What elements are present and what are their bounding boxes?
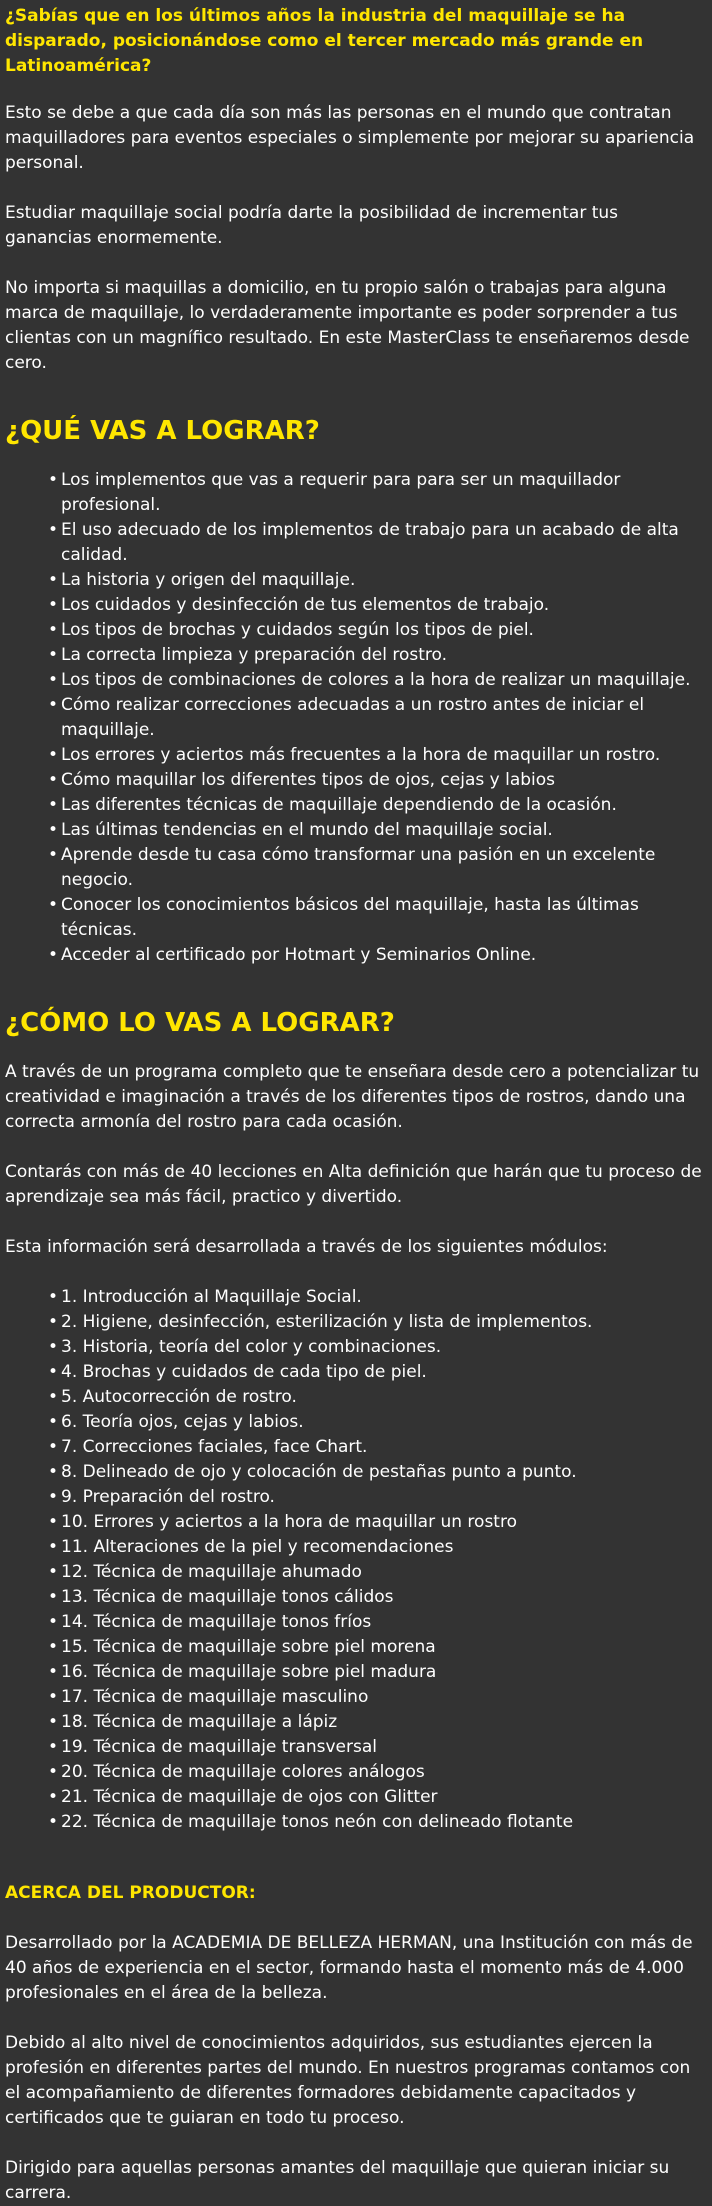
list-item: • 17. Técnica de maquillaje masculino — [45, 1685, 706, 1710]
list-item: • Conocer los conocimientos básicos del maquillaje, hasta las últimas técnicas. — [45, 893, 706, 943]
intro-paragraph-1: Esto se debe a que cada día son más las personas en el mundo que contratan maquilladores para eventos especiales o simplemente por mejorar su apariencia personal. — [5, 103, 695, 173]
list-item: • 15. Técnica de maquillaje sobre piel morena — [45, 1635, 706, 1660]
how-heading: ¿CÓMO LO VAS A LOGRAR? — [5, 1008, 395, 1038]
list-item: • 22. Técnica de maquillaje tonos neón con delineado flotante — [45, 1810, 706, 1835]
list-item: • 4. Brochas y cuidados de cada tipo de piel. — [45, 1360, 706, 1385]
list-item: • 6. Teoría ojos, cejas y labios. — [45, 1410, 706, 1435]
list-item: • Los cuidados y desinfección de tus elementos de trabajo. — [45, 593, 706, 618]
producer-paragraph-1: Desarrollado por la ACADEMIA DE BELLEZA HERMAN, una Institución con más de 40 años de experiencia en el sector, formando hasta el momento más de 4.000 profesionales en el área de la belleza. — [5, 1933, 693, 2003]
list-item: • 2. Higiene, desinfección, esterilización y lista de implementos. — [45, 1310, 706, 1335]
list-item: • Los tipos de brochas y cuidados según los tipos de piel. — [45, 618, 706, 643]
list-item: • Aprende desde tu casa cómo transformar una pasión en un excelente negocio. — [45, 843, 706, 893]
intro-paragraph-2: Estudiar maquillaje social podría darte la posibilidad de incrementar tus ganancias enormemente. — [5, 203, 619, 248]
list-item: • 18. Técnica de maquillaje a lápiz — [45, 1710, 706, 1735]
list-item: • Cómo maquillar los diferentes tipos de ojos, cejas y labios — [45, 768, 706, 793]
list-item: • 10. Errores y aciertos a la hora de maquillar un rostro — [45, 1510, 706, 1535]
list-item: • Los tipos de combinaciones de colores a la hora de realizar un maquillaje. — [45, 668, 706, 693]
modules-intro: Esta información será desarrollada a través de los siguientes módulos: — [5, 1237, 608, 1257]
modules-list — [5, 1285, 706, 1835]
list-item: • Acceder al certificado por Hotmart y Seminarios Online. — [45, 943, 706, 968]
producer-paragraph-2: Debido al alto nivel de conocimientos adquiridos, sus estudiantes ejercen la profesión en diferentes partes del mundo. En nuestros programas contamos con el acompañamiento de diferentes formadores debidamente capacitados y certificados que te guiaran en todo tu proceso. — [5, 2033, 691, 2128]
list-item: • Cómo realizar correcciones adecuadas a un rostro antes de iniciar el maquillaje. — [45, 693, 706, 743]
producer-paragraph-3: Dirigido para aquellas personas amantes del maquillaje que quieran iniciar su carrera. — [5, 2158, 670, 2203]
list-item: • 14. Técnica de maquillaje tonos fríos — [45, 1610, 706, 1635]
list-item: • 11. Alteraciones de la piel y recomendaciones — [45, 1535, 706, 1560]
list-item: • 3. Historia, teoría del color y combinaciones. — [45, 1335, 706, 1360]
how-paragraph-2: Contarás con más de 40 lecciones en Alta definición que harán que tu proceso de aprendizaje sea más fácil, practico y divertido. — [5, 1162, 702, 1207]
list-item: • Las últimas tendencias en el mundo del maquillaje social. — [45, 818, 706, 843]
producer-heading: ACERCA DEL PRODUCTOR: — [5, 1883, 256, 1903]
list-item: • 16. Técnica de maquillaje sobre piel madura — [45, 1660, 706, 1685]
list-item: • 20. Técnica de maquillaje colores análogos — [45, 1760, 706, 1785]
list-item: • 19. Técnica de maquillaje transversal — [45, 1735, 706, 1760]
list-item: • 13. Técnica de maquillaje tonos cálidos — [45, 1585, 706, 1610]
list-item: • El uso adecuado de los implementos de trabajo para un acabado de alta calidad. — [45, 518, 706, 568]
list-item: • 12. Técnica de maquillaje ahumado — [45, 1560, 706, 1585]
list-item: • 1. Introducción al Maquillaje Social. — [45, 1285, 706, 1310]
how-paragraph-1: A través de un programa completo que te enseñara desde cero a potencializar tu creatividad e imaginación a través de los diferentes tipos de rostros, dando una correcta armonía del rostro para cada ocasión. — [5, 1062, 700, 1132]
list-item: • 9. Preparación del rostro. — [45, 1485, 706, 1510]
achieve-heading: ¿QUÉ VAS A LOGRAR? — [5, 416, 320, 446]
list-item: • Los errores y aciertos más frecuentes a la hora de maquillar un rostro. — [45, 743, 706, 768]
intro-headline: ¿Sabías que en los últimos años la industria del maquillaje se ha disparado, posicionándose como el tercer mercado más grande en Latinoamérica? — [5, 6, 644, 76]
achieve-list — [5, 468, 706, 968]
list-item: • Los implementos que vas a requerir para para ser un maquillador profesional. — [45, 468, 706, 518]
intro-paragraph-3: No importa si maquillas a domicilio, en tu propio salón o trabajas para alguna marca de maquillaje, lo verdaderamente importante es poder sorprender a tus clientas con un magnífico resultado. En este MasterClass te enseñaremos desde cero. — [5, 278, 690, 373]
list-item: • Las diferentes técnicas de maquillaje dependiendo de la ocasión. — [45, 793, 706, 818]
list-item: • 5. Autocorrección de rostro. — [45, 1385, 706, 1410]
list-item: • 8. Delineado de ojo y colocación de pestañas punto a punto. — [45, 1460, 706, 1485]
list-item: • La correcta limpieza y preparación del rostro. — [45, 643, 706, 668]
list-item: • 21. Técnica de maquillaje de ojos con Glitter — [45, 1785, 706, 1810]
list-item: • 7. Correcciones faciales, face Chart. — [45, 1435, 706, 1460]
list-item: • La historia y origen del maquillaje. — [45, 568, 706, 593]
